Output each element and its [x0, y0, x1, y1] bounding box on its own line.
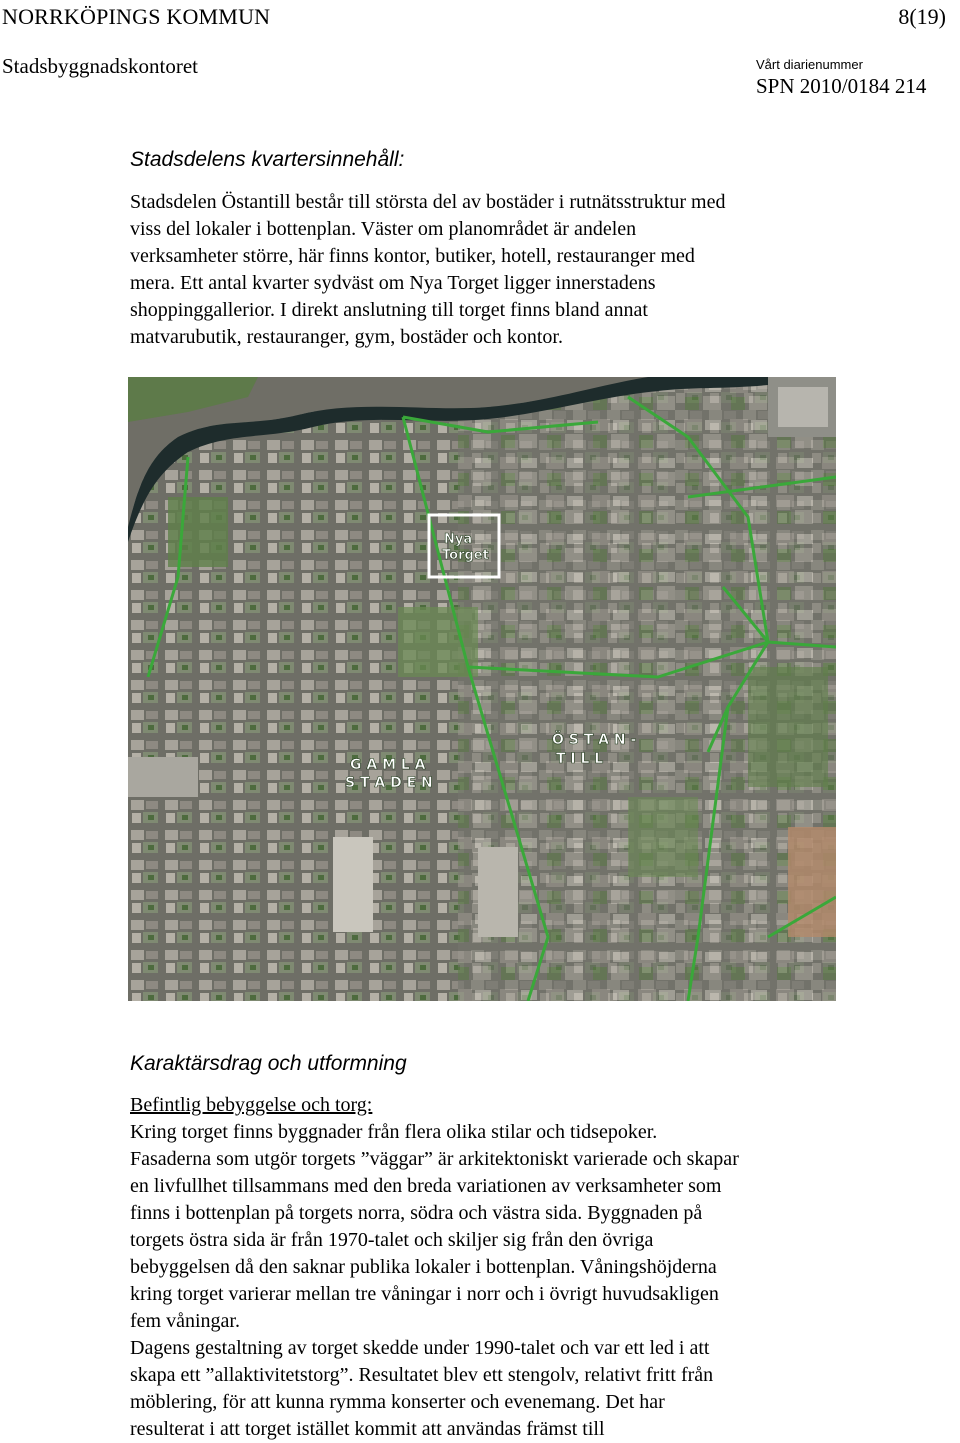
paragraph-line: en livfullhet tillsammans med den breda variationen av verksamheter som	[130, 1175, 722, 1197]
reference-number: SPN 2010/0184 214	[756, 74, 927, 98]
map-label-till: T I L L	[556, 751, 604, 767]
subheading-existing-buildings: Befintlig bebyggelse och torg:	[130, 1094, 373, 1116]
paragraph-line: viss del lokaler i bottenplan. Väster om planområdet är andelen	[130, 218, 637, 240]
paragraph-line: torgets östra sida är från 1970-talet och skiljer sig från den övriga	[130, 1229, 654, 1251]
paragraph-line: bebyggelsen då den saknar publika lokaler i bottenplan. Våningshöjderna	[130, 1256, 717, 1278]
paragraph-line: verksamheter större, här finns kontor, butiker, hotell, restauranger med	[130, 245, 695, 267]
paragraph-line: Stadsdelen Östantill består till största del av bostäder i rutnätsstruktur med	[130, 191, 726, 213]
paragraph-line: shoppinggallerior. I direkt anslutning till torget finns bland annat	[130, 299, 648, 321]
page-number: 8(19)	[898, 4, 946, 29]
character-paragraph	[130, 1092, 850, 1443]
organization-name: NORRKÖPINGS KOMMUN	[2, 4, 271, 29]
paragraph-line: fem våningar.	[130, 1310, 240, 1332]
paragraph-line: mera. Ett antal kvarter sydväst om Nya Torget ligger innerstadens	[130, 272, 656, 294]
map-label-torget: Torget	[442, 548, 489, 563]
paragraph-line: resulterat i att torget istället kommit att användas främst till	[130, 1418, 605, 1440]
paragraph-line: Fasaderna som utgör torgets ”väggar” är arkitektoniskt varierade och skapar	[130, 1148, 739, 1170]
paragraph-line: matvarubutik, restauranger, gym, bostäder och kontor.	[130, 326, 563, 348]
map-label-staden: S T A D E N	[345, 775, 433, 791]
paragraph-line: möblering, för att kunna rymma konserter och evenemang. Det har	[130, 1391, 665, 1413]
paragraph-line: Dagens gestaltning av torget skedde under 1990-talet och var ett led i att	[130, 1337, 710, 1359]
reference-label: Vårt diarienummer	[756, 57, 863, 72]
map-label-nya: Nya	[444, 532, 473, 547]
aerial-map	[128, 377, 836, 1001]
department-name: Stadsbyggnadskontoret	[2, 54, 198, 78]
section-heading-district-content: Stadsdelens kvartersinnehåll:	[130, 148, 405, 171]
paragraph-line: skapa ett ”allaktivitetstorg”. Resultatet blev ett stengolv, relativt fritt från	[130, 1364, 714, 1386]
paragraph-line: kring torget varierar mellan tre våningar i norr och i övrigt huvudsakligen	[130, 1283, 719, 1305]
map-label-gamla: G A M L A	[350, 757, 426, 773]
paragraph-line: finns i bottenplan på torgets norra, södra och västra sida. Byggnaden på	[130, 1202, 703, 1224]
map-label-ostan: Ö S T A N -	[552, 732, 637, 748]
paragraph-line: Kring torget finns byggnader från flera olika stilar och tidsepoker.	[130, 1121, 658, 1143]
district-content-paragraph	[130, 189, 850, 351]
section-heading-character: Karaktärsdrag och utformning	[130, 1052, 407, 1075]
